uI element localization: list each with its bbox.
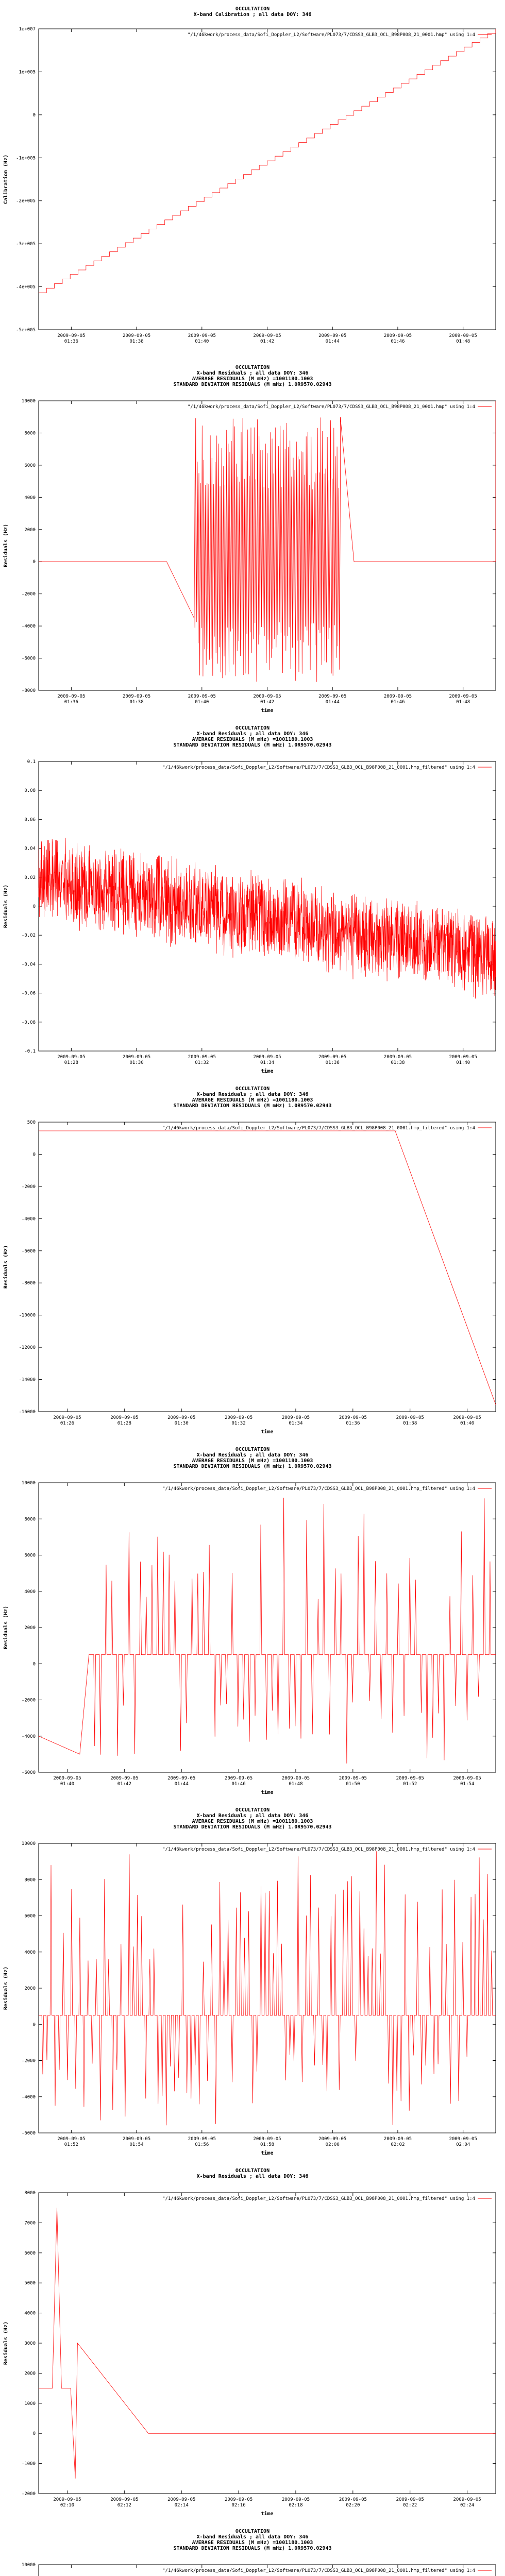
x-tick-label: 2009-09-05 01:28 (57, 1055, 86, 1065)
series-line (39, 401, 496, 682)
x-tick-label: 2009-09-05 01:42 (253, 694, 281, 705)
x-tick-label: 2009-09-05 02:24 (453, 2497, 481, 2508)
chart-title-line: AVERAGE RESIDUALS (M mHz) =1001180.1003 (192, 2540, 313, 2546)
x-tick-label: 2009-09-05 01:54 (453, 1776, 481, 1787)
chart-title-line: STANDARD DEVIATION RESIDUALS (M mHz) 1.0R9570.02943 (173, 1464, 332, 1469)
chart-panel-2 (0, 361, 505, 721)
y-tick-label: -14000 (19, 1377, 36, 1383)
y-tick-label: 0 (32, 1662, 36, 1667)
chart-title-line: STANDARD DEVIATION RESIDUALS (M mHz) 1.0R9570.02943 (173, 1824, 332, 1830)
chart-title-line: X-band Residuals ; all data DOY: 346 (196, 2174, 309, 2179)
plot-frame (39, 1843, 496, 2133)
y-tick-label: -0.08 (21, 1020, 36, 1025)
y-axis-label: Calibration (Hz) (3, 154, 9, 205)
chart-title-line: X-band Residuals ; all data DOY: 346 (196, 1452, 309, 1458)
x-tick-label: 2009-09-05 01:38 (383, 1055, 412, 1065)
y-tick-label: -0.02 (21, 933, 36, 939)
x-tick-label: 2009-09-05 01:30 (167, 1415, 196, 1426)
legend-label: "/1/46kwork/process_data/Sofi_Doppler_L2/Software/PL073/7/CDSS3_GLB3_OCL_B98P008_21_0001.hmp_filtered" using 1:4 (162, 1486, 475, 1492)
x-tick-label: 2009-09-05 02:20 (339, 2497, 367, 2508)
y-tick-label: 0.08 (24, 788, 36, 794)
chart-panel-4 (0, 1082, 505, 1443)
x-tick-label: 2009-09-05 02:14 (167, 2497, 196, 2508)
legend-label: "/1/46kwork/process_data/Sofi_Doppler_L2/Software/PL073/7/CDSS3_GLB3_OCL_B98P008_21_0001.hmp_filtered" using 1:4 (162, 1847, 475, 1852)
chart-title-line: OCCULTATION (235, 2529, 270, 2534)
chart-title-line: OCCULTATION (235, 1086, 270, 1092)
legend-label: "/1/46kwork/process_data/Sofi_Doppler_L2/Software/PL073/7/CDSS3_GLB3_OCL_B98P008_21_0001.hmp_filtered" using 1:4 (162, 2568, 475, 2573)
x-tick-label: 2009-09-05 01:36 (318, 1055, 347, 1065)
y-tick-label: -4000 (21, 1734, 36, 1739)
y-tick-label: -5e+005 (16, 328, 36, 333)
chart-title-line: X-band Calibration ; all data DOY: 346 (193, 12, 312, 18)
y-tick-label: 10000 (21, 399, 36, 404)
y-tick-label: -12000 (19, 1345, 36, 1351)
chart-title-line: STANDARD DEVIATION RESIDUALS (M mHz) 1.0R9570.02943 (173, 382, 332, 387)
y-tick-label: -2e+005 (16, 198, 36, 204)
y-tick-label: -0.06 (21, 991, 36, 996)
x-tick-label: 2009-09-05 02:04 (449, 2137, 477, 2147)
x-tick-label: 2009-09-05 01:38 (122, 333, 151, 344)
y-tick-label: 0 (32, 904, 36, 909)
y-tick-label: -6000 (21, 1770, 36, 1775)
y-tick-label: 6000 (24, 463, 36, 468)
y-tick-label: 4000 (24, 495, 36, 501)
y-axis-label: Residuals (Hz) (3, 1245, 9, 1289)
y-tick-label: -4000 (21, 2094, 36, 2100)
x-tick-label: 2009-09-05 02:16 (224, 2497, 253, 2508)
chart-panel-8 (0, 2524, 505, 2576)
y-tick-label: -3e+005 (16, 242, 36, 247)
x-tick-label: 2009-09-05 02:18 (281, 2497, 310, 2508)
x-tick-label: 2009-09-05 01:50 (339, 1776, 367, 1787)
x-tick-label: 2009-09-05 01:44 (318, 694, 347, 705)
y-tick-label: -1000 (21, 2461, 36, 2467)
chart-title-line: X-band Residuals ; all data DOY: 346 (196, 370, 309, 376)
chart-panel-6 (0, 1803, 505, 2164)
y-tick-label: 500 (27, 1120, 36, 1125)
series-line (39, 1498, 496, 1764)
chart-title-line: X-band Residuals ; all data DOY: 346 (196, 1092, 309, 1097)
x-tick-label: 2009-09-05 01:36 (339, 1415, 367, 1426)
legend-label: "/1/46kwork/process_data/Sofi_Doppler_L2/Software/PL073/7/CDSS3_GLB3_OCL_B98P008_21_0001.hmp" using 1:4 (187, 404, 475, 410)
chart-title-line: STANDARD DEVIATION RESIDUALS (M mHz) 1.0R9570.02943 (173, 1103, 332, 1109)
x-tick-label: 2009-09-05 02:00 (318, 2137, 347, 2147)
y-tick-label: 10000 (21, 1481, 36, 1486)
chart-title-line: STANDARD DEVIATION RESIDUALS (M mHz) 1.0R9570.02943 (173, 2546, 332, 2551)
chart-title-line: AVERAGE RESIDUALS (M mHz) =1001180.1003 (192, 1097, 313, 1103)
x-tick-label: 2009-09-05 02:10 (53, 2497, 81, 2508)
x-tick-label: 2009-09-05 02:12 (110, 2497, 139, 2508)
x-axis-label: time (261, 1429, 274, 1435)
legend-label: "/1/46kwork/process_data/Sofi_Doppler_L2/Software/PL073/7/CDSS3_GLB3_OCL_B98P008_21_0001.hmp_filtered" using 1:4 (162, 2196, 475, 2201)
y-tick-label: 10000 (21, 2563, 36, 2568)
y-tick-label: -1e+005 (16, 156, 36, 161)
y-tick-label: 0 (32, 1152, 36, 1158)
x-axis-label: time (261, 1069, 274, 1074)
x-tick-label: 2009-09-05 01:40 (188, 694, 216, 705)
y-axis-label: Residuals (Hz) (3, 2321, 9, 2365)
y-tick-label: 6000 (24, 1553, 36, 1558)
y-tick-label: 0.02 (24, 875, 36, 880)
y-tick-label: 2000 (24, 527, 36, 533)
y-axis-label: Residuals (Hz) (3, 1605, 9, 1650)
series-line (39, 1131, 496, 1404)
y-tick-label: 0.06 (24, 817, 36, 823)
x-tick-label: 2009-09-05 01:34 (281, 1415, 310, 1426)
y-tick-label: -4000 (21, 1216, 36, 1222)
x-tick-label: 2009-09-05 01:28 (110, 1415, 139, 1426)
y-tick-label: -16000 (19, 1410, 36, 1415)
y-axis-label: Residuals (Hz) (3, 1966, 9, 2010)
chart-title-line: OCCULTATION (235, 365, 270, 370)
y-tick-label: 1e+005 (19, 70, 36, 75)
chart-title-line: OCCULTATION (235, 6, 270, 12)
x-tick-label: 2009-09-05 01:46 (224, 1776, 253, 1787)
x-axis-label: time (261, 1790, 274, 1795)
chart-title-line: AVERAGE RESIDUALS (M mHz) =1001180.1003 (192, 737, 313, 742)
y-tick-label: 0.1 (27, 759, 36, 765)
plot-frame (39, 401, 496, 690)
x-tick-label: 2009-09-05 01:40 (453, 1415, 481, 1426)
y-tick-label: 2000 (24, 2371, 36, 2377)
y-tick-label: 1e+007 (19, 27, 36, 32)
x-tick-label: 2009-09-05 01:30 (122, 1055, 151, 1065)
y-axis-label: Residuals (Hz) (3, 523, 9, 568)
x-tick-label: 2009-09-05 01:38 (396, 1415, 424, 1426)
chart-title-line: X-band Residuals ; all data DOY: 346 (196, 731, 309, 737)
y-tick-label: 1000 (24, 2401, 36, 2406)
y-tick-label: -10000 (19, 1313, 36, 1318)
y-tick-label: 0 (32, 560, 36, 565)
y-tick-label: 6000 (24, 1913, 36, 1919)
y-tick-label: 6000 (24, 2250, 36, 2256)
x-axis-label: time (261, 708, 274, 714)
chart-panel-3 (0, 721, 505, 1082)
y-tick-label: 8000 (24, 1517, 36, 1522)
x-tick-label: 2009-09-05 01:36 (57, 694, 86, 705)
y-tick-label: -4000 (21, 624, 36, 630)
y-tick-label: -6000 (21, 2131, 36, 2136)
chart-title-line: OCCULTATION (235, 725, 270, 731)
y-tick-label: -8000 (21, 688, 36, 693)
x-tick-label: 2009-09-05 01:48 (449, 333, 477, 344)
x-tick-label: 2009-09-05 01:36 (57, 333, 86, 344)
y-tick-label: 4000 (24, 1589, 36, 1595)
y-tick-label: -2000 (21, 1698, 36, 1703)
x-tick-label: 2009-09-05 01:42 (253, 333, 281, 344)
y-tick-label: -0.04 (21, 962, 36, 968)
chart-title-line: OCCULTATION (235, 2168, 270, 2174)
series-line (39, 2208, 496, 2479)
y-tick-label: 8000 (24, 431, 36, 436)
chart-title-line: STANDARD DEVIATION RESIDUALS (M mHz) 1.0R9570.02943 (173, 742, 332, 748)
legend-label: "/1/46kwork/process_data/Sofi_Doppler_L2/Software/PL073/7/CDSS3_GLB3_OCL_B98P008_21_0001.hmp_filtered" using 1:4 (162, 765, 475, 770)
x-tick-label: 2009-09-05 01:54 (122, 2137, 151, 2147)
x-tick-label: 2009-09-05 01:40 (449, 1055, 477, 1065)
x-tick-label: 2009-09-05 01:46 (383, 333, 412, 344)
y-tick-label: 2000 (24, 1625, 36, 1631)
series-line (39, 1851, 496, 2125)
x-tick-label: 2009-09-05 01:38 (122, 694, 151, 705)
x-tick-label: 2009-09-05 01:48 (449, 694, 477, 705)
y-tick-label: 0 (32, 2431, 36, 2437)
x-tick-label: 2009-09-05 01:40 (188, 333, 216, 344)
y-tick-label: 0 (32, 2022, 36, 2028)
legend-label: "/1/46kwork/process_data/Sofi_Doppler_L2/Software/PL073/7/CDSS3_GLB3_OCL_B98P008_21_0001.hmp" using 1:4 (187, 32, 475, 38)
x-tick-label: 2009-09-05 02:02 (383, 2137, 412, 2147)
y-tick-label: 10000 (21, 1841, 36, 1846)
x-tick-label: 2009-09-05 01:58 (253, 2137, 281, 2147)
chart-title-line: AVERAGE RESIDUALS (M mHz) =1001180.1003 (192, 1458, 313, 1464)
x-tick-label: 2009-09-05 01:56 (188, 2137, 216, 2147)
y-tick-label: 3000 (24, 2341, 36, 2346)
x-tick-label: 2009-09-05 01:52 (396, 1776, 424, 1787)
series-line (39, 29, 496, 293)
chart-panel-7 (0, 2164, 505, 2524)
y-tick-label: 0 (32, 112, 36, 118)
x-tick-label: 2009-09-05 02:22 (396, 2497, 424, 2508)
chart-title-line: AVERAGE RESIDUALS (M mHz) =1001180.1003 (192, 376, 313, 382)
plot-frame (39, 2193, 496, 2494)
chart-title-line: OCCULTATION (235, 1807, 270, 1813)
y-tick-label: 8000 (24, 2191, 36, 2196)
x-tick-label: 2009-09-05 01:48 (281, 1776, 310, 1787)
y-tick-label: 2000 (24, 1986, 36, 1991)
y-tick-label: 8000 (24, 1877, 36, 1883)
chart-title-line: X-band Residuals ; all data DOY: 346 (196, 2534, 309, 2540)
legend-label: "/1/46kwork/process_data/Sofi_Doppler_L2/Software/PL073/7/CDSS3_GLB3_OCL_B98P008_21_0001.hmp_filtered" using 1:4 (162, 1126, 475, 1131)
x-tick-label: 2009-09-05 01:46 (383, 694, 412, 705)
x-tick-label: 2009-09-05 01:34 (253, 1055, 281, 1065)
y-tick-label: -0.1 (24, 1049, 36, 1054)
chart-panel-5 (0, 1443, 505, 1803)
y-tick-label: -2000 (21, 591, 36, 597)
y-tick-label: -2000 (21, 2492, 36, 2497)
y-tick-label: -4e+005 (16, 284, 36, 290)
chart-title-line: OCCULTATION (235, 1447, 270, 1452)
y-tick-label: -6000 (21, 656, 36, 662)
y-tick-label: -8000 (21, 1281, 36, 1286)
x-tick-label: 2009-09-05 01:40 (53, 1776, 81, 1787)
plot-frame (39, 1122, 496, 1412)
x-tick-label: 2009-09-05 01:44 (167, 1776, 196, 1787)
chart-title-line: AVERAGE RESIDUALS (M mHz) =1001180.1003 (192, 1819, 313, 1824)
y-tick-label: -2000 (21, 2058, 36, 2064)
x-tick-label: 2009-09-05 01:52 (57, 2137, 86, 2147)
y-tick-label: 4000 (24, 1950, 36, 1955)
chart-title-line: X-band Residuals ; all data DOY: 346 (196, 1813, 309, 1819)
series-line (39, 838, 496, 998)
y-axis-label: Residuals (Hz) (3, 884, 9, 928)
y-tick-label: -2000 (21, 1184, 36, 1190)
x-axis-label: time (261, 2511, 274, 2517)
y-tick-label: -6000 (21, 1248, 36, 1254)
x-tick-label: 2009-09-05 01:44 (318, 333, 347, 344)
plot-frame (39, 761, 496, 1051)
x-axis-label: time (261, 2150, 274, 2156)
x-tick-label: 2009-09-05 01:32 (224, 1415, 253, 1426)
y-tick-label: 0.04 (24, 846, 36, 852)
x-tick-label: 2009-09-05 01:26 (53, 1415, 81, 1426)
y-tick-label: 7000 (24, 2221, 36, 2226)
x-tick-label: 2009-09-05 01:42 (110, 1776, 139, 1787)
x-tick-label: 2009-09-05 01:32 (188, 1055, 216, 1065)
chart-panel-1 (0, 0, 505, 361)
y-tick-label: 5000 (24, 2281, 36, 2286)
y-tick-label: 4000 (24, 2311, 36, 2316)
plot-frame (39, 29, 496, 330)
